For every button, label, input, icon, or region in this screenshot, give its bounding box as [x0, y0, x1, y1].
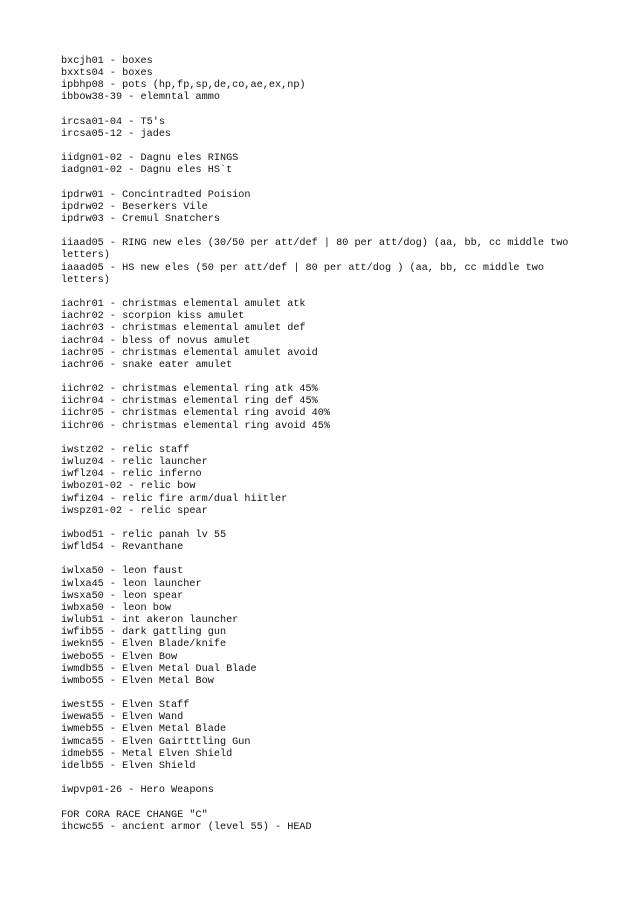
item-code-group [61, 566, 581, 688]
text-line: iwspz01-02 - relic spear [61, 505, 208, 517]
text-line: iwluz04 - relic launcher [61, 457, 208, 469]
item-code-group [61, 445, 581, 518]
item-code-group [61, 117, 581, 141]
text-line: ibbow38-39 - elemntal ammo [61, 92, 220, 104]
text-line: ipdrw02 - Beserkers Vile [61, 201, 208, 213]
item-code-group [61, 785, 581, 797]
text-line: iwest55 - Elven Staff [61, 700, 190, 712]
text-line: iichr02 - christmas elemental ring atk 45% [61, 384, 318, 396]
text-line: iidgn01-02 - Dagnu eles RINGS [61, 153, 239, 165]
text-line: iwewa55 - Elven Wand [61, 712, 184, 724]
text-line: iachr03 - christmas elemental amulet def [61, 323, 306, 335]
text-line: iachr04 - bless of novus amulet [61, 335, 251, 347]
item-code-group [61, 56, 581, 105]
text-line: idelb55 - Elven Shield [61, 760, 196, 772]
text-line: iwfld54 - Revanthane [61, 542, 184, 554]
text-line: ipdrw03 - Cremul Snatchers [61, 213, 220, 225]
text-line: iwlxa45 - leon launcher [61, 578, 202, 590]
text-line: ipdrw01 - Concintradted Poision [61, 189, 251, 201]
text-line: iichr06 - christmas elemental ring avoid 45% [61, 420, 330, 432]
text-line: iwsxa50 - leon spear [61, 590, 184, 602]
text-line: iachr05 - christmas elemental amulet avoid [61, 347, 318, 359]
text-line: iiaad05 - RING new eles (30/50 per att/def | 80 per att/dog) (aa, bb, cc middle two letters) [61, 238, 575, 262]
item-code-group [61, 190, 581, 226]
text-line: iwflz04 - relic inferno [61, 469, 202, 481]
text-line: bxcjh01 - boxes [61, 56, 153, 67]
text-line: iaaad05 - HS new eles (50 per att/def | 80 per att/dog ) (aa, bb, cc middle two letters) [61, 262, 551, 286]
text-line: iwpvp01-26 - Hero Weapons [61, 785, 214, 797]
item-code-group [61, 530, 581, 554]
text-line: ircsa01-04 - T5's [61, 116, 165, 128]
item-code-group [61, 700, 581, 773]
item-code-group [61, 384, 581, 433]
text-line: iwboz01-02 - relic bow [61, 481, 196, 493]
text-line: FOR CORA RACE CHANGE "C" [61, 809, 208, 821]
text-line: iwebo55 - Elven Bow [61, 651, 178, 663]
text-line: iwmeb55 - Elven Metal Blade [61, 724, 227, 736]
text-line: iwekn55 - Elven Blade/knife [61, 639, 227, 651]
text-line: iachr02 - scorpion kiss amulet [61, 311, 245, 323]
text-line: iichr05 - christmas elemental ring avoid 40% [61, 408, 330, 420]
text-line: ircsa05-12 - jades [61, 128, 172, 140]
text-line: iachr01 - christmas elemental amulet atk [61, 299, 306, 311]
document-body [61, 56, 581, 846]
text-line: iwbxa50 - leon bow [61, 602, 172, 614]
text-line: iachr06 - snake eater amulet [61, 359, 233, 371]
item-code-group [61, 299, 581, 372]
text-line: idmeb55 - Metal Elven Shield [61, 748, 233, 760]
text-line: bxxts04 - boxes [61, 68, 153, 80]
text-line: iwfib55 - dark gattling gun [61, 627, 227, 639]
text-line: iwlub51 - int akeron launcher [61, 615, 239, 627]
item-code-group [61, 153, 581, 177]
item-code-group [61, 238, 581, 287]
text-line: iwmca55 - Elven Gairtttling Gun [61, 736, 251, 748]
text-line: ihcwc55 - ancient armor (level 55) - HEAD [61, 821, 312, 833]
text-line: iadgn01-02 - Dagnu eles HS`t [61, 165, 233, 177]
text-line: iwfiz04 - relic fire arm/dual hiitler [61, 493, 288, 505]
text-line: iwmdb55 - Elven Metal Dual Blade [61, 663, 257, 675]
item-code-group [61, 810, 581, 834]
text-line: iwmbo55 - Elven Metal Bow [61, 675, 214, 687]
text-line: iwstz02 - relic staff [61, 444, 190, 456]
text-line: iwlxa50 - leon faust [61, 566, 184, 578]
text-line: iichr04 - christmas elemental ring def 45% [61, 396, 318, 408]
text-line: ipbhp08 - pots (hp,fp,sp,de,co,ae,ex,np) [61, 80, 306, 92]
text-line: iwbod51 - relic panah lv 55 [61, 529, 227, 541]
